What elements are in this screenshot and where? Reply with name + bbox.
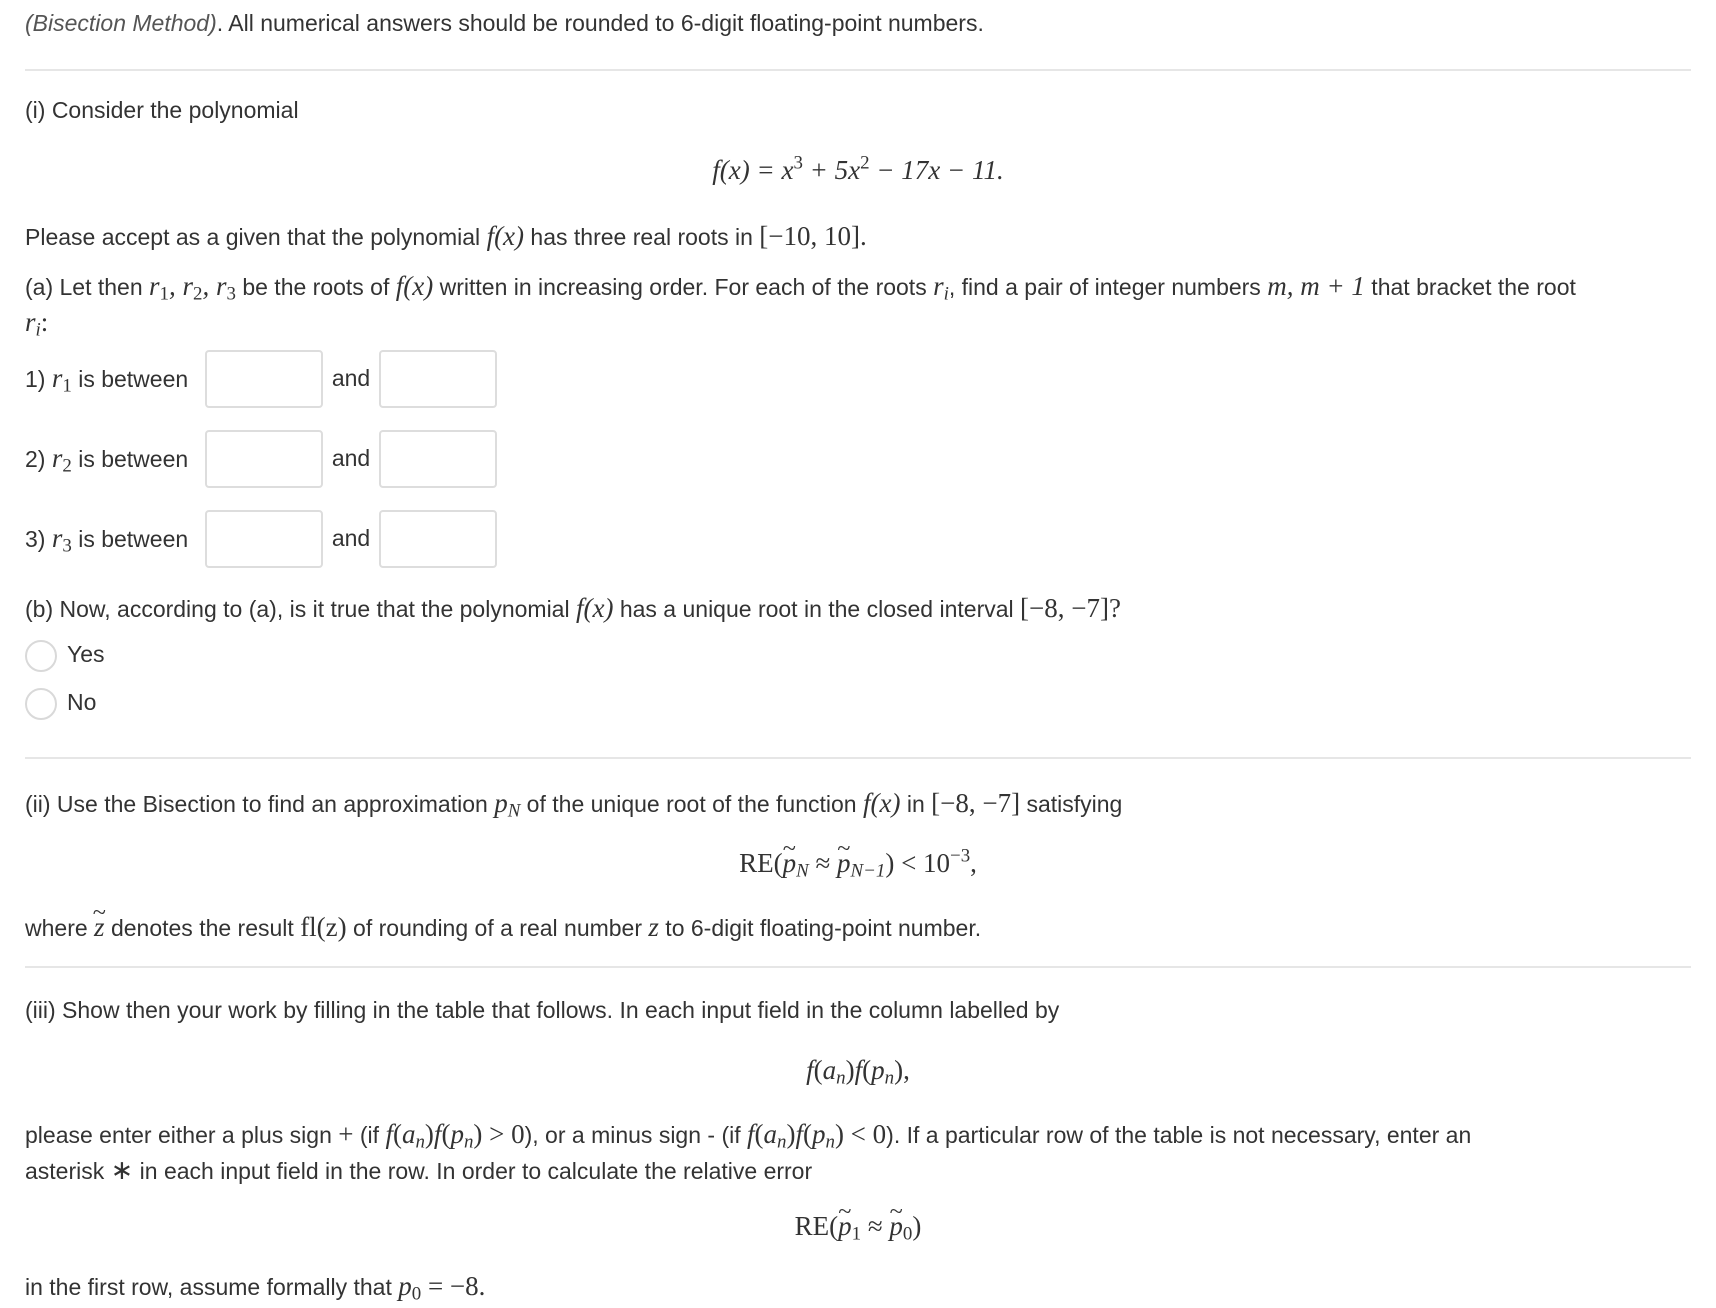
yes-label: Yes — [67, 641, 105, 667]
root-row-1 — [25, 350, 497, 408]
yes-radio[interactable] — [25, 640, 57, 672]
root-row-label: 1) $r_1$ is between — [25, 363, 189, 397]
divider — [25, 966, 1691, 968]
first-row-line: in the first row, assume formally that $p_0 = -8$. — [25, 1271, 486, 1305]
root-row-label: 3) $r_3$ is between — [25, 523, 189, 557]
root-1-lower-input[interactable] — [205, 350, 323, 408]
no-radio[interactable] — [25, 688, 57, 720]
part-ii-question: (ii) Use the Bisection to find an approximation $p_N$ of the unique root of the function f(x) in [−8, −7] satisfying — [25, 788, 1123, 822]
divider — [25, 757, 1691, 759]
no-label: No — [67, 689, 97, 715]
part-i-heading: (i) Consider the polynomial — [25, 97, 299, 123]
please-line: please enter either a plus sign + (if $f(a_n)f(p_n) > 0$), or a minus sign - (if $f(a_n)f(p_n) < 0$). If a particular row of the table is not necessary, enter an — [25, 1119, 1472, 1153]
asterisk-line: asterisk ∗ in each input field in the row. In order to calculate the relative error — [25, 1155, 813, 1185]
root-row-label: 2) $r_2$ is between — [25, 443, 189, 477]
first-row-re-formula: RE(~ $p_1$ ≈ ~ $p_0$) — [25, 1206, 1691, 1248]
roots-list: $r_1$, $r_2$, $r_3$ — [149, 271, 236, 305]
root-3-upper-input[interactable] — [379, 510, 497, 568]
and-label: and — [331, 525, 371, 552]
root-row-3 — [25, 510, 497, 568]
part-iii-text: (iii) Show then your work by filling in the table that follows. In each input field in the column labelled by — [25, 997, 1060, 1023]
root-2-upper-input[interactable] — [379, 430, 497, 488]
part-a-question-cont — [25, 302, 1691, 344]
part-b-question: (b) Now, according to (a), is it true that the polynomial f(x) has a unique root in the closed interval [−8, −7]? — [25, 593, 1121, 623]
method-label: (Bisection Method) — [25, 10, 217, 36]
where-line: where ~ z denotes the result fl(z) of rounding of a real number z to 6-digit floating-point number. — [25, 907, 1691, 949]
part-a-question: (a) Let then $r_1$, $r_2$, $r_3$ be the roots of f(x) written in increasing order. For each of the roots $r_i$, find a pair of integer numbers m, m + 1 that bracket the root — [25, 271, 1576, 305]
intro-line — [25, 6, 1691, 42]
option-yes[interactable] — [25, 637, 1691, 673]
intro-text: . All numerical answers should be rounded to 6-digit floating-point numbers. — [216, 10, 984, 36]
fa-fp-formula: $f(a_n)f(p_n)$, — [806, 1055, 910, 1089]
divider — [25, 69, 1691, 71]
relative-error-formula: RE(~ $p_N$ ≈ ~ $p_{N-1}) < 10^{-3}$, — [25, 843, 1691, 885]
and-label: and — [331, 365, 371, 392]
accept-line: Please accept as a given that the polynomial f(x) has three real roots in [−10, 10]. — [25, 221, 867, 251]
fx-symbol: f(x) — [486, 221, 525, 251]
polynomial-formula: $f(x) = x^3 + 5x^2 - 17x - 11$. — [712, 152, 1004, 185]
root-ri-2: $r_i$: — [25, 307, 49, 341]
and-label: and — [331, 445, 371, 472]
root-3-lower-input[interactable] — [205, 510, 323, 568]
root-row-2 — [25, 430, 497, 488]
option-no[interactable] — [25, 685, 1691, 721]
root-ri: $r_i$ — [933, 271, 949, 305]
root-2-lower-input[interactable] — [205, 430, 323, 488]
interval-symbol: [−10, 10]. — [759, 221, 867, 251]
root-1-upper-input[interactable] — [379, 350, 497, 408]
